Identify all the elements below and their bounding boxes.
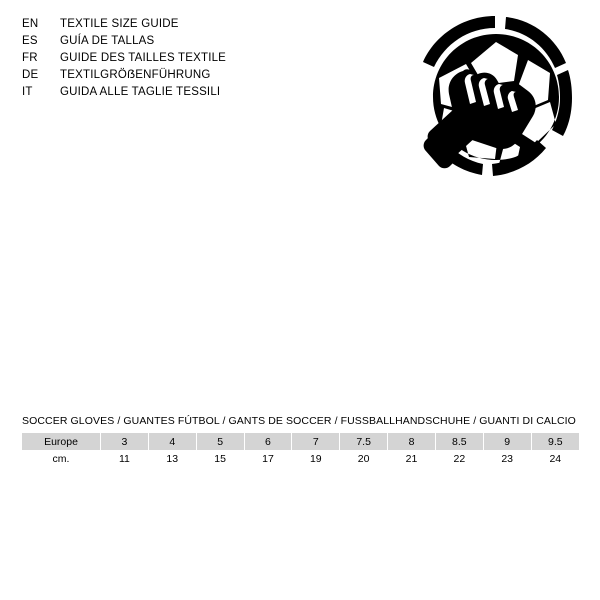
- table-cell: 8.5: [435, 433, 483, 450]
- table-cell: 5: [196, 433, 244, 450]
- table-cell: 23: [483, 450, 531, 467]
- language-title: TEXTILE SIZE GUIDE: [60, 18, 179, 30]
- language-title: GUÍA DE TALLAS: [60, 35, 155, 47]
- table-cell: 7.5: [340, 433, 388, 450]
- table-cell: 19: [292, 450, 340, 467]
- language-row: [22, 67, 352, 84]
- language-code: IT: [22, 86, 33, 98]
- table-cell: 7: [292, 433, 340, 450]
- table-cell: 8: [388, 433, 436, 450]
- table-cell: 22: [435, 450, 483, 467]
- table-cell: 9.5: [531, 433, 579, 450]
- language-code: DE: [22, 69, 39, 81]
- table-row: [22, 433, 579, 450]
- language-title-block: [22, 16, 352, 101]
- language-row: [22, 50, 352, 67]
- table-cell: 4: [148, 433, 196, 450]
- row-label: cm.: [22, 450, 101, 467]
- size-table-section: [22, 415, 579, 467]
- table-cell: 17: [244, 450, 292, 467]
- table-cell: 13: [148, 450, 196, 467]
- table-cell: 20: [340, 450, 388, 467]
- language-code: EN: [22, 18, 39, 30]
- language-code: ES: [22, 35, 38, 47]
- table-cell: 6: [244, 433, 292, 450]
- table-cell: 21: [388, 450, 436, 467]
- table-cell: 9: [483, 433, 531, 450]
- language-row: [22, 16, 352, 33]
- row-label: Europe: [22, 433, 101, 450]
- language-code: FR: [22, 52, 38, 64]
- table-cell: 11: [101, 450, 149, 467]
- language-row: [22, 84, 352, 101]
- size-table: [22, 433, 579, 467]
- language-title: GUIDA ALLE TAGLIE TESSILI: [60, 86, 221, 98]
- language-title: GUIDE DES TAILLES TEXTILE: [60, 52, 227, 64]
- table-cell: 3: [101, 433, 149, 450]
- table-row: [22, 450, 579, 467]
- language-title: TEXTILGRÖẞENFÜHRUNG: [60, 69, 211, 81]
- table-cell: 15: [196, 450, 244, 467]
- size-table-title: SOCCER GLOVES / GUANTES FÚTBOL / GANTS DE SOCCER / FUSSBALLHANDSCHUHE / GUANTI DI CALCIO: [22, 415, 576, 427]
- soccer-glove-and-ball-icon: [400, 8, 580, 188]
- table-cell: 24: [531, 450, 579, 467]
- language-row: [22, 33, 352, 50]
